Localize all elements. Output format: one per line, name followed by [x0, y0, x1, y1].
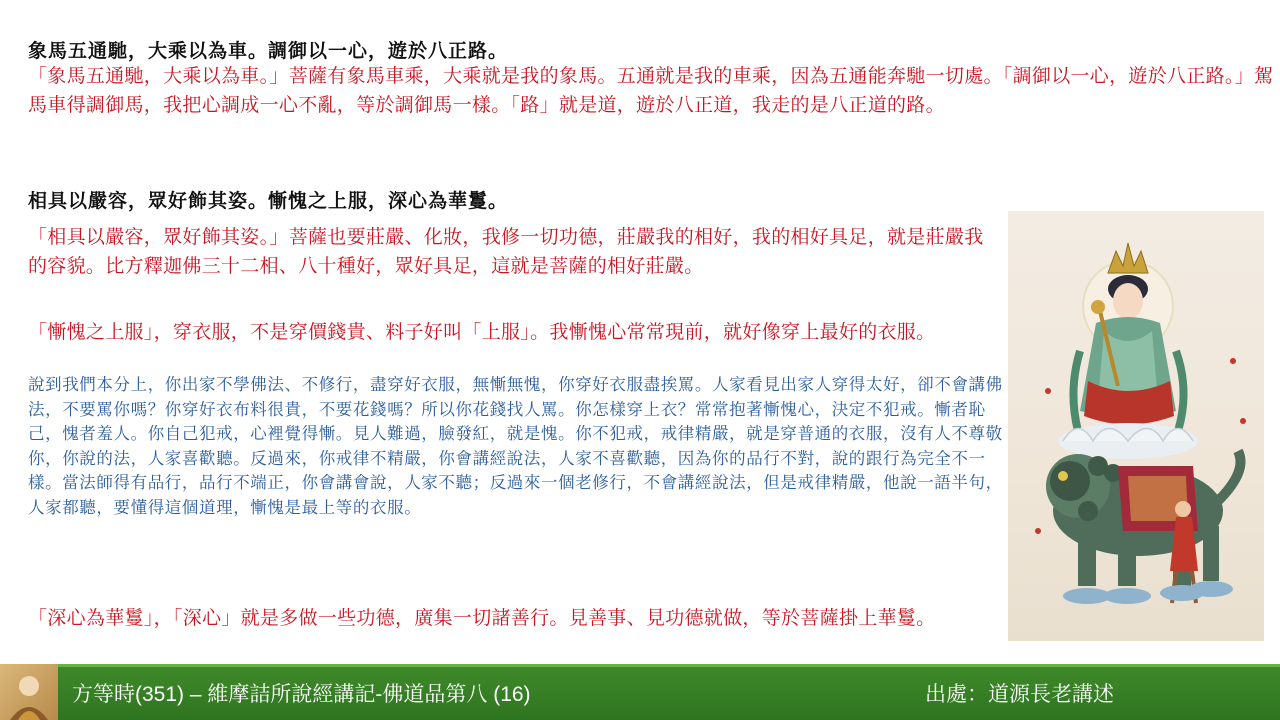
footer-bar — [0, 664, 1280, 720]
commentary-paragraph-3: 「慚愧之上服」，穿衣服，不是穿價錢貴、料子好叫「上服」。我慚愧心常常現前，就好像穿上最好的衣服。 — [28, 321, 936, 343]
monk-portrait-icon — [0, 664, 58, 720]
explanation-paragraph: 說到我們本分上，你出家不學佛法、不修行，盡穿好衣服，無慚無愧，你穿好衣服盡挨罵。人家看見出家人穿得太好，卻不會講佛法，不要罵你嗎？你穿好衣布料很貴，不要花錢嗎？所以你花錢找人罵。你怎樣穿上衣？常常抱著慚愧心，決定不犯戒。慚者恥己，愧者羞人。你自己犯戒，心裡覺得慚。見人難過，臉發紅，就是愧。你不犯戒，戒律精嚴，就是穿普通的衣服，沒有人不尊敬你，你說的法，人家喜歡聽。反過來，你戒律不精嚴，你會講經說法，人家不喜歡聽，因為你的品行不對，說的跟行為完全不一樣。當法師得有品行，品行不端正，你會講會說，人家不聽；反過來一個老修行，不會講經說法，但是戒律精嚴，他說一語半句，人家都聽，要懂得這個道理，慚愧是最上等的衣服。 — [28, 375, 1003, 517]
footer-divider — [0, 664, 1280, 667]
verse-heading-1: 象馬五通馳，大乘以為車。調御以一心，遊於八正路。 — [28, 40, 509, 62]
footer-series-title: 方等時(351) – 維摩詰所說經講記-佛道品第八 (16) — [72, 683, 531, 706]
bodhisattva-on-lion-image — [1008, 211, 1264, 641]
bodhisattva-painting — [1008, 211, 1264, 641]
commentary-paragraph-4: 「深心為華鬘」，「深心」就是多做一些功德，廣集一切諸善行。見善事、見功德就做，等於菩薩掛上華鬘。 — [28, 607, 936, 629]
commentary-paragraph-2: 「相具以嚴容，眾好飾其姿。」菩薩也要莊嚴、化妝，我修一切功德，莊嚴我的相好，我的相好具足，就是莊嚴我的容貌。比方釋迦佛三十二相、八十種好，眾好具足，這就是菩薩的相好莊嚴。 — [28, 226, 984, 277]
verse-heading-2: 相具以嚴容，眾好飾其姿。慚愧之上服，深心為華鬘。 — [28, 190, 509, 212]
commentary-paragraph-1: 「象馬五通馳，大乘以為車。」菩薩有象馬車乘，大乘就是我的象馬。五通就是我的車乘，因為五通能奔馳一切處。「調御以一心，遊於八正路。」駕馬車得調御馬，我把心調成一心不亂，等於調御馬一樣。「路」就是道，遊於八正道，我走的是八正道的路。 — [28, 65, 1274, 116]
footer-source: 出處：道源長老講述 — [925, 683, 1114, 706]
